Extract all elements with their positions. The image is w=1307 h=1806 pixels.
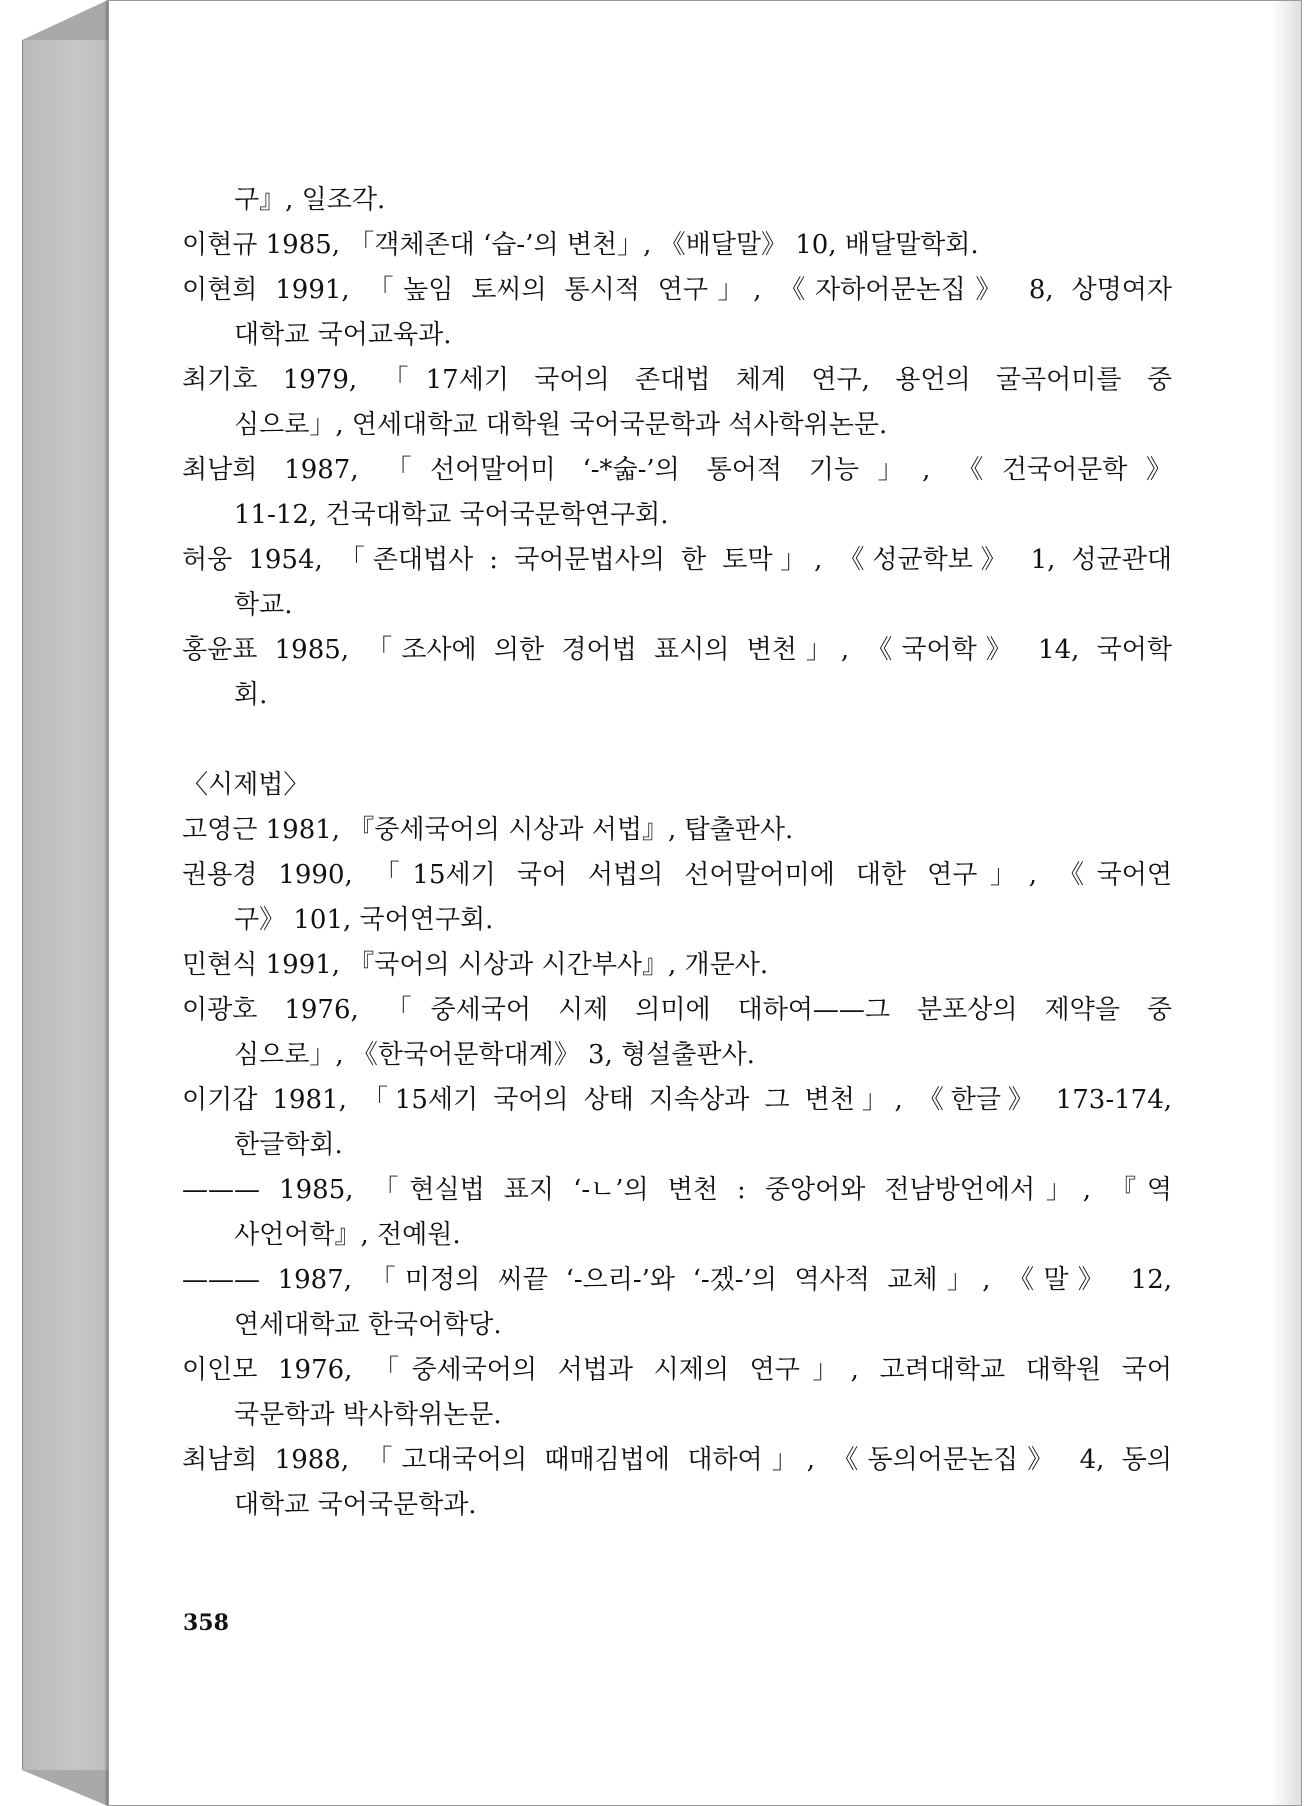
- reference-continuation-line: 구》 101, 국어연구회.: [234, 905, 494, 935]
- reference-line: 이인모 1976, 「중세국어의 서법과 시제의 연구」, 고려대학교 대학원 국어: [182, 1355, 1172, 1385]
- reference-line: 허웅 1954, 「존대법사 : 국어문법사의 한 토막」, 《성균학보》 1, 성균관대: [182, 545, 1172, 575]
- reference-continuation-line: 국문학과 박사학위논문.: [234, 1400, 502, 1430]
- reference-line: 최남희 1987, 「선어말어미 ‘-*숣-’의 통어적 기능」, 《건국어문학》: [182, 455, 1172, 485]
- reference-continuation-line: 대학교 국어국문학과.: [234, 1490, 477, 1520]
- book-spine: [22, 40, 109, 1770]
- bibliography-text: [182, 178, 1172, 1528]
- reference-continuation-line: 학교.: [234, 590, 293, 620]
- reference-continuation-line: 사언어학』, 전예원.: [234, 1220, 461, 1250]
- page-edge-shade: [1271, 1, 1301, 1805]
- reference-line: 민현식 1991, 『국어의 시상과 시간부사』, 개문사.: [182, 950, 769, 980]
- reference-line: ——— 1985, 「현실법 표지 ‘-ㄴ’의 변천 : 중앙어와 전남방언에서」, 『역: [182, 1175, 1172, 1205]
- reference-continuation-line: 11-12, 건국대학교 국어국문학연구회.: [234, 500, 669, 530]
- reference-line: 최기호 1979, 「17세기 국어의 존대법 체계 연구, 용언의 굴곡어미를 중: [182, 365, 1172, 395]
- book-spine-top: [22, 0, 108, 40]
- reference-line: 이광호 1976, 「중세국어 시제 의미에 대하여——그 분포상의 제약을 중: [182, 995, 1172, 1025]
- page-number: 358: [183, 1610, 229, 1636]
- reference-line: 이기갑 1981, 「15세기 국어의 상태 지속상과 그 변천」, 《한글》 173-174,: [182, 1085, 1172, 1115]
- reference-continuation-line: 회.: [234, 680, 268, 710]
- reference-line: 권용경 1990, 「15세기 국어 서법의 선어말어미에 대한 연구」, 《국어연: [182, 860, 1172, 890]
- reference-line: 홍윤표 1985, 「조사에 의한 경어법 표시의 변천」, 《국어학》 14, 국어학: [182, 635, 1172, 665]
- reference-line: 최남희 1988, 「고대국어의 때매김법에 대하여」, 《동의어문논집》 4, 동의: [182, 1445, 1172, 1475]
- book-spine-bottom: [22, 1770, 108, 1806]
- reference-continuation-line: 연세대학교 한국어학당.: [234, 1310, 502, 1340]
- reference-line: 이현희 1991, 「높임 토씨의 통시적 연구」, 《자하어문논집》 8, 상명여자: [182, 275, 1172, 305]
- reference-line: 고영근 1981, 『중세국어의 시상과 서법』, 탑출판사.: [182, 815, 794, 845]
- section-spacer: [182, 718, 1172, 763]
- reference-continuation-line: 구』, 일조각.: [234, 185, 386, 215]
- reference-line: ——— 1987, 「미정의 씨끝 ‘-으리-’와 ‘-겠-’의 역사적 교체」, 《말》 12,: [182, 1265, 1172, 1295]
- reference-line: 이현규 1985, 「객체존대 ‘습-’의 변천」, 《배달말》 10, 배달말학회.: [182, 230, 979, 260]
- reference-continuation-line: 심으로」, 연세대학교 대학원 국어국문학과 석사학위논문.: [234, 410, 888, 440]
- reference-continuation-line: 대학교 국어교육과.: [234, 320, 452, 350]
- reference-line: 〈시제법〉: [182, 770, 310, 800]
- reference-continuation-line: 한글학회.: [234, 1130, 343, 1160]
- reference-continuation-line: 심으로」, 《한국어문학대계》 3, 형설출판사.: [234, 1040, 755, 1070]
